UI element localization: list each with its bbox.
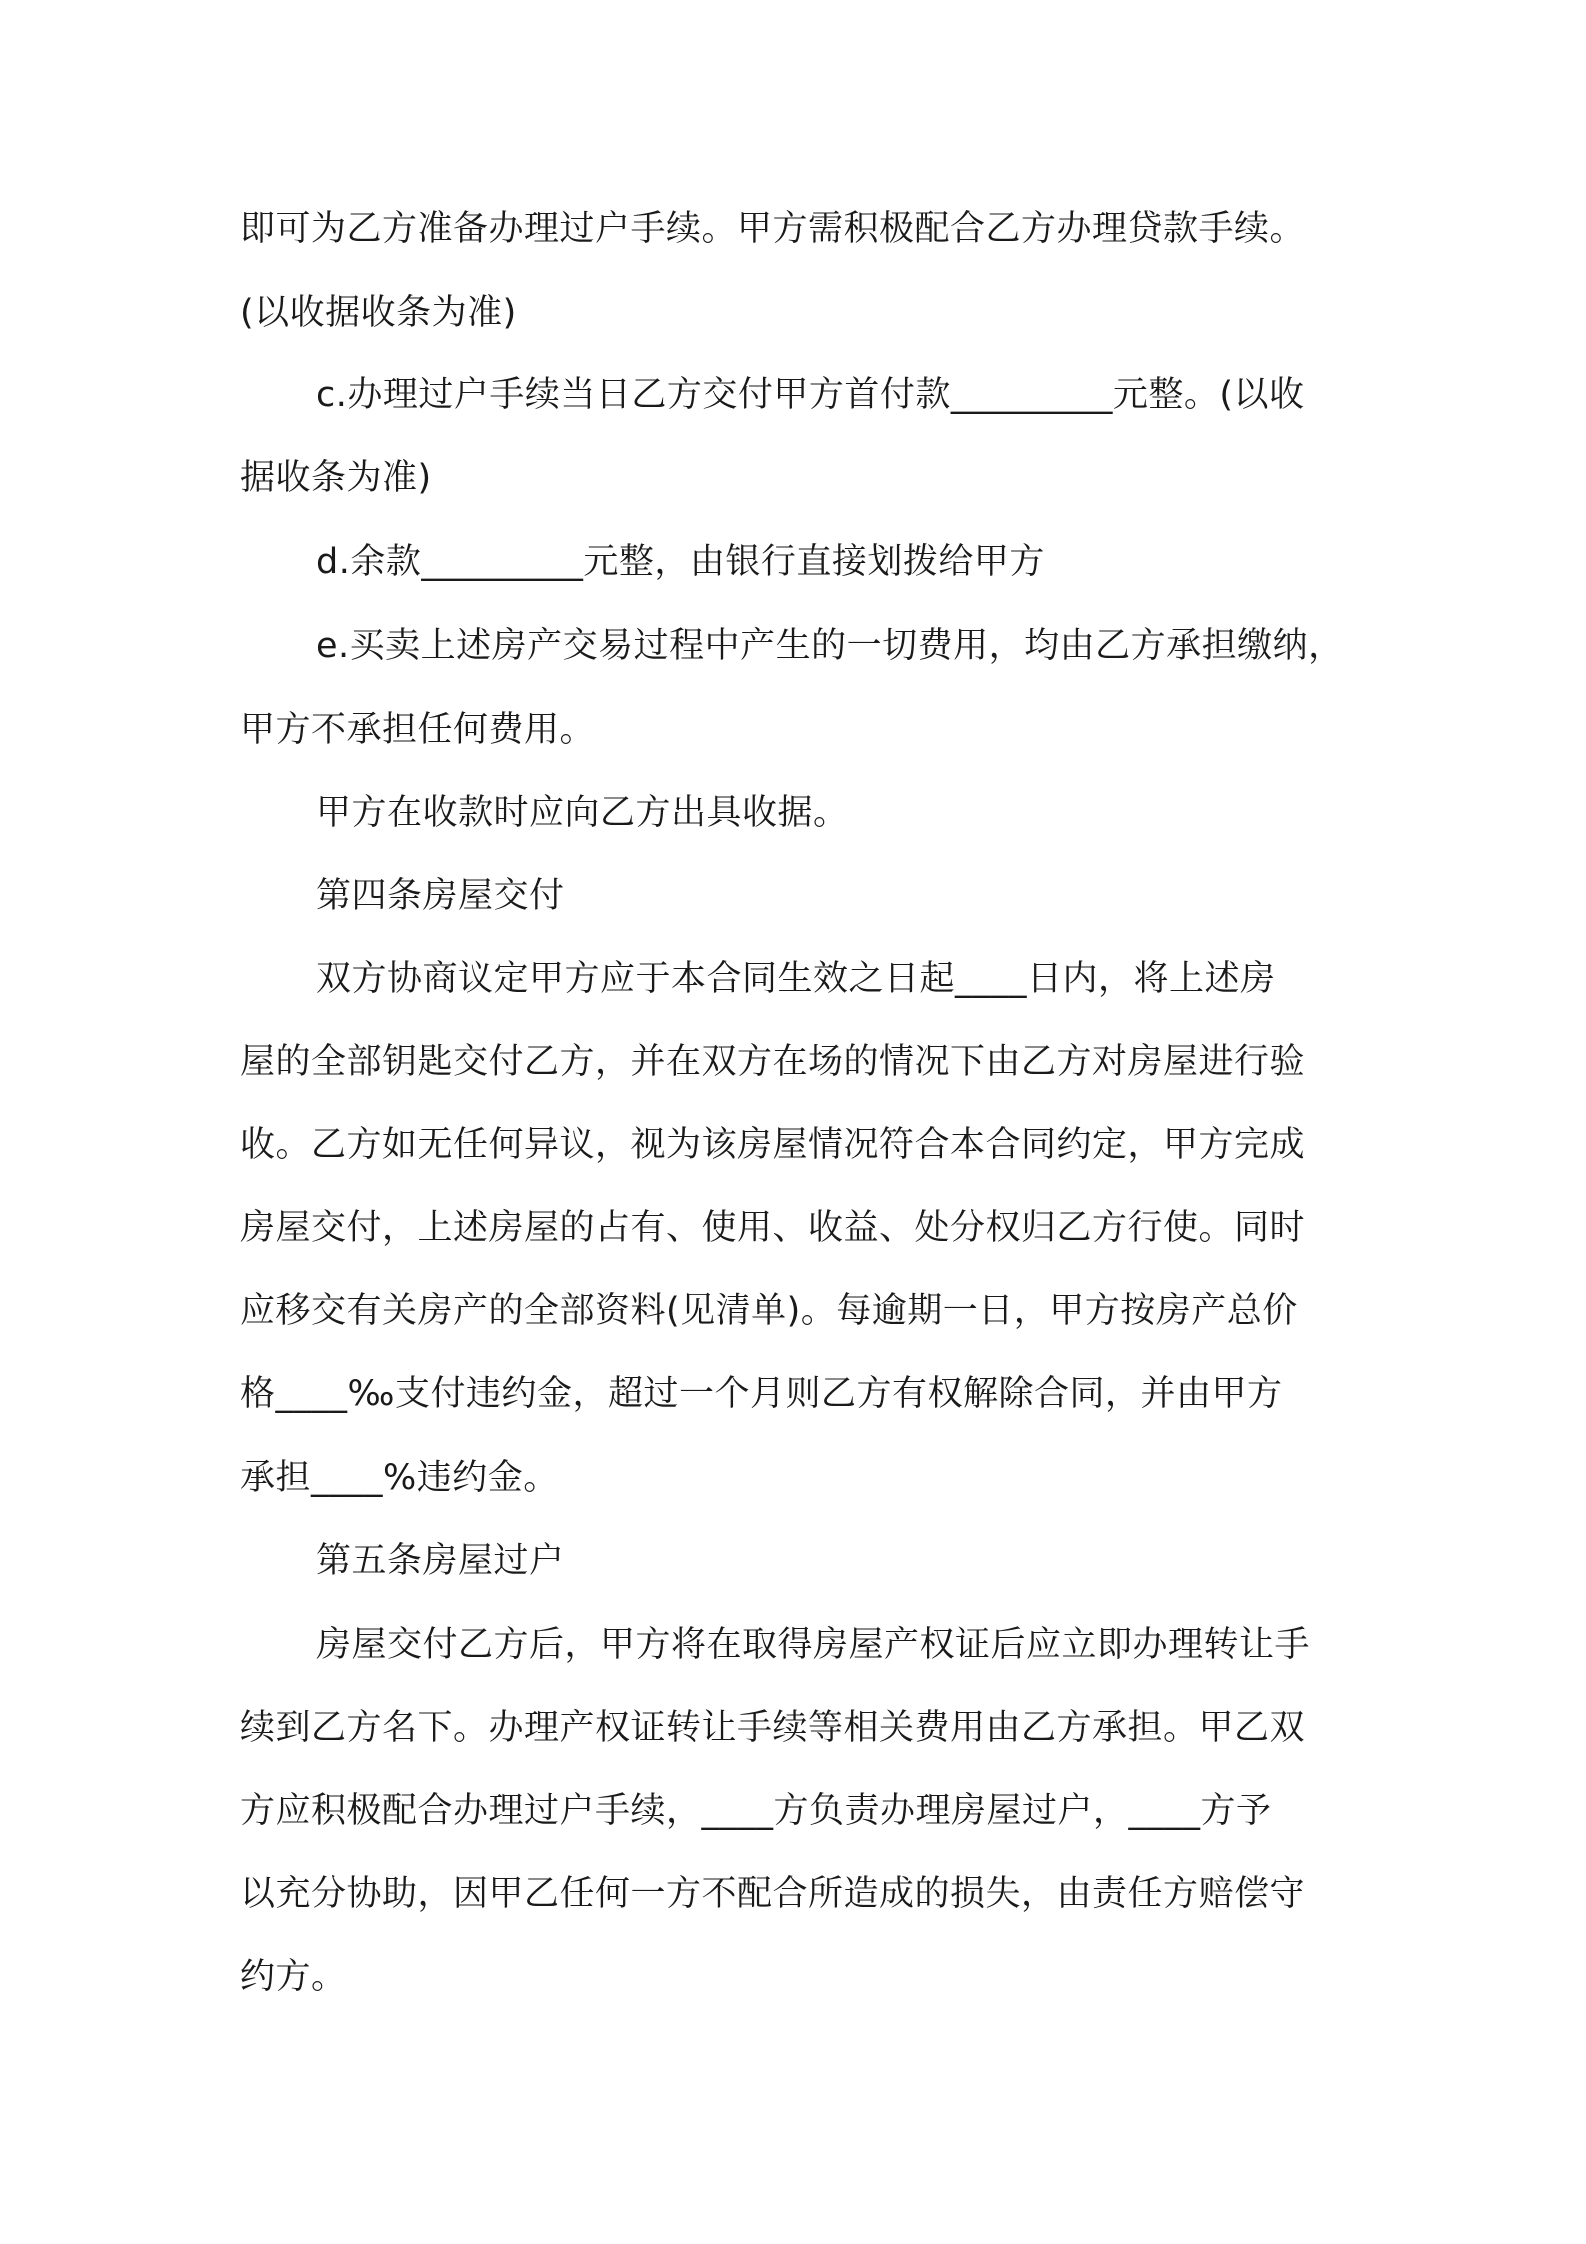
- text-line: 收。乙方如无任何异议，视为该房屋情况符合本合同约定，甲方完成: [240, 1125, 1306, 1165]
- text-line: 以充分协助，因甲乙任何一方不配合所造成的损失，由责任方赔偿守: [240, 1874, 1306, 1914]
- section-heading: 第四条房屋交付: [316, 876, 565, 916]
- text-line: 房屋交付乙方后，甲方将在取得房屋产权证后应立即办理转让手: [316, 1625, 1311, 1665]
- text-line: 应移交有关房产的全部资料(见清单)。每逾期一日，甲方按房产总价: [240, 1291, 1298, 1331]
- text-line: 承担____%违约金。: [240, 1458, 559, 1498]
- text-line: 约方。: [240, 1957, 347, 1997]
- text-line: 续到乙方名下。办理产权证转让手续等相关费用由乙方承担。甲乙双: [240, 1708, 1306, 1748]
- text-line: 格____‰支付违约金，超过一个月则乙方有权解除合同，并由甲方: [240, 1374, 1283, 1414]
- text-line: 即可为乙方准备办理过户手续。甲方需积极配合乙方办理贷款手续。: [240, 209, 1306, 249]
- text-line: 屋的全部钥匙交付乙方，并在双方在场的情况下由乙方对房屋进行验: [240, 1042, 1306, 1082]
- text-line: (以收据收条为准): [240, 293, 517, 333]
- text-line: e.买卖上述房产交易过程中产生的一切费用，均由乙方承担缴纳，: [316, 626, 1344, 666]
- section-heading: 第五条房屋过户: [316, 1541, 565, 1581]
- text-line: d.余款_________元整，由银行直接划拨给甲方: [316, 542, 1045, 582]
- text-line: 甲方不承担任何费用。: [240, 710, 596, 750]
- text-line: 方应积极配合办理过户手续，____方负责办理房屋过户，____方予: [240, 1791, 1272, 1831]
- text-line: 甲方在收款时应向乙方出具收据。: [316, 793, 849, 833]
- text-line: c.办理过户手续当日乙方交付甲方首付款_________元整。(以收: [316, 375, 1305, 415]
- text-line: 房屋交付，上述房屋的占有、使用、收益、处分权归乙方行使。同时: [240, 1208, 1306, 1248]
- text-line: 双方协商议定甲方应于本合同生效之日起____日内，将上述房: [316, 959, 1276, 999]
- text-line: 据收条为准): [240, 458, 432, 498]
